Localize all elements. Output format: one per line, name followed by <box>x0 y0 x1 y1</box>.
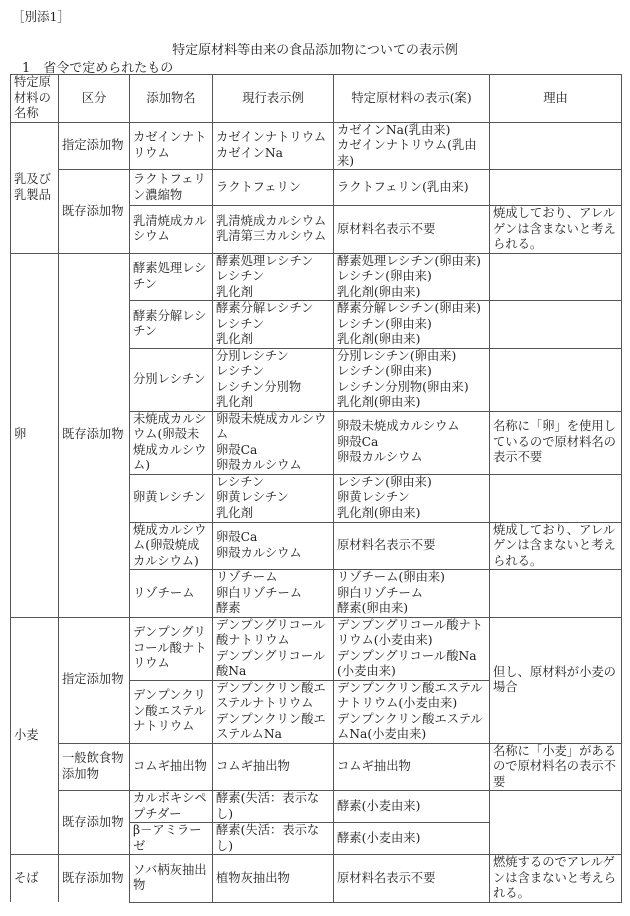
reason-cell: 焼成しており、アレルゲンは含まないと考えられる。 <box>490 206 622 254</box>
allergen-name-cell: 卵 <box>11 253 59 617</box>
current-label-cell <box>213 743 334 791</box>
cell-line: 卵殻Ca <box>216 442 258 457</box>
header-current-label: 現行表示例 <box>213 75 334 123</box>
category-cell: 既存添加物 <box>59 855 130 903</box>
cell-line: 乳化剤 <box>216 505 253 520</box>
table-row <box>11 791 622 823</box>
document-title: 特定原材料等由来の食品添加物についての表示例 <box>172 43 458 58</box>
allergen-name-cell: そば <box>11 855 59 903</box>
current-label-cell <box>213 791 334 823</box>
additive-name-cell: デンプングリコール酸ナトリウム <box>130 617 213 680</box>
header-additive: 添加物名 <box>130 75 213 123</box>
cell-line: 酵素(失活：表示なし) <box>216 791 320 821</box>
cell-line: カゼインナトリウム(乳由来) <box>337 138 477 168</box>
cell-line: 酵素(小麦由来) <box>337 798 421 813</box>
current-label-cell <box>213 823 334 855</box>
cell-line: 酵素分解レシチン(卵由来) <box>337 301 481 315</box>
current-label-cell <box>213 170 334 206</box>
proposed-label-cell <box>334 617 490 680</box>
cell-line: 酵素(卵由来) <box>337 601 409 615</box>
cell-line: 植物灰抽出物 <box>216 870 290 885</box>
section-heading: 1 省令で定められたもの <box>22 61 174 76</box>
proposed-label-cell <box>334 791 490 823</box>
reason-cell <box>490 170 622 206</box>
category-cell: 既存添加物 <box>59 253 130 617</box>
reason-cell: 焼成しており、アレルゲンは含まないと考えられる。 <box>490 522 622 570</box>
cell-line: 酵素処理レシチン(卵由来) <box>337 253 481 268</box>
cell-line: 酵素 <box>216 601 241 615</box>
cell-line: デンプングリコール酸ナトリウム(小麦由来) <box>337 617 484 647</box>
cell-line: レシチン <box>216 474 265 489</box>
additive-name-cell: リゾチーム <box>130 570 213 618</box>
cell-line: 乳化剤(卵由来) <box>337 395 421 409</box>
cell-line: 原材料名表示不要 <box>337 221 436 236</box>
reason-cell <box>490 253 622 301</box>
cell-line: レシチン <box>216 269 265 283</box>
cell-line: デンプングリコール酸ナトリウム <box>216 617 326 647</box>
current-label-cell <box>213 617 334 680</box>
cell-line: 原材料名表示不要 <box>337 538 436 552</box>
header-row <box>11 75 622 123</box>
cell-line: レシチン <box>216 316 265 331</box>
additive-name-cell: カルボキシペプチダー <box>130 791 213 823</box>
additive-name-cell: カゼインナトリウム <box>130 122 213 170</box>
proposed-label-cell <box>334 206 490 254</box>
cell-line: 乳清焼成カルシウム <box>216 213 327 228</box>
additive-name-cell: 未焼成カルシウム(卵殻未焼成カルシウム) <box>130 411 213 474</box>
header-proposed-label: 特定原材料の表示(案) <box>334 75 490 123</box>
proposed-label-cell <box>334 301 490 349</box>
annex-label: ［別添1］ <box>12 9 70 24</box>
additive-name-cell: 分別レシチン <box>130 348 213 411</box>
proposed-label-cell <box>334 823 490 855</box>
cell-line: カゼインナトリウム <box>216 130 327 145</box>
cell-line: デンプンクリン酸エステルナトリウム(小麦由来) <box>337 680 483 710</box>
proposed-label-cell <box>334 680 490 743</box>
cell-line: 卵白リゾチーム <box>337 585 424 600</box>
proposed-label-cell <box>334 411 490 474</box>
proposed-label-cell <box>334 743 490 791</box>
cell-line: デンプングリコール酸Na(小麦由来) <box>337 648 477 678</box>
table-row <box>11 617 622 680</box>
table-row <box>11 253 622 301</box>
cell-line: 酵素分解レシチン <box>216 301 314 315</box>
cell-line: 酵素(失活：表示なし) <box>216 823 320 853</box>
cell-line: 分別レシチン(卵由来) <box>337 348 457 363</box>
cell-line: 卵黄レシチン <box>337 490 410 505</box>
cell-line: 乳化剤(卵由来) <box>337 284 421 299</box>
cell-line: 卵殻カルシウム <box>216 545 302 560</box>
cell-line: レシチン(卵由来) <box>337 474 432 489</box>
cell-line: レシチン(卵由来) <box>337 316 432 331</box>
current-label-cell <box>213 253 334 301</box>
additive-name-cell: 卵黄レシチン <box>130 474 213 522</box>
reason-cell: 名称に「小麦」があるので原材料名の表示不要 <box>490 743 622 791</box>
cell-line: 卵黄レシチン <box>216 490 289 505</box>
cell-line: 原材料名表示不要 <box>337 870 436 885</box>
reason-cell: 燃焼するのでアレルゲンは含まないと考えられる。 <box>490 855 622 903</box>
cell-line: 卵殻カルシウム <box>216 458 302 472</box>
current-label-cell <box>213 206 334 254</box>
table-row <box>11 170 622 206</box>
category-cell: 一般飲食物添加物 <box>59 743 130 791</box>
reason-cell <box>490 348 622 411</box>
current-label-cell <box>213 411 334 474</box>
proposed-label-cell <box>334 348 490 411</box>
current-label-cell <box>213 122 334 170</box>
cell-line: カゼインNa(乳由来) <box>337 122 451 137</box>
cell-line: 酵素処理レシチン <box>216 253 314 268</box>
proposed-label-cell <box>334 170 490 206</box>
additive-name-cell: ラクトフェリン濃縮物 <box>130 170 213 206</box>
cell-line: 卵殻Ca <box>216 530 258 545</box>
additive-name-cell: 酵素処理レシチン <box>130 253 213 301</box>
cell-line: レシチン(卵由来) <box>337 364 432 378</box>
cell-line: 乳化剤 <box>216 395 253 409</box>
table-row <box>11 855 622 903</box>
cell-line: 卵殻Ca <box>337 434 379 449</box>
table-row <box>11 743 622 791</box>
cell-line: 卵白リゾチーム <box>216 585 303 600</box>
current-label-cell <box>213 570 334 618</box>
cell-line: 酵素(小麦由来) <box>337 830 421 845</box>
additive-name-cell: コムギ抽出物 <box>130 743 213 791</box>
category-cell: 指定添加物 <box>59 617 130 743</box>
cell-line: デンプンクリン酸エステルムNa <box>216 711 326 741</box>
cell-line: 乳清第三カルシウム <box>216 229 327 244</box>
additive-name-cell: 酵素分解レシチン <box>130 301 213 349</box>
cell-line: リゾチーム(卵由来) <box>337 570 445 584</box>
current-label-cell <box>213 855 334 903</box>
category-cell: 指定添加物 <box>59 122 130 170</box>
cell-line: レシチン分別物 <box>216 379 302 394</box>
current-label-cell <box>213 301 334 349</box>
current-label-cell <box>213 522 334 570</box>
cell-line: デンプンクリン酸エステルナトリウム <box>216 680 326 710</box>
cell-line: 乳化剤 <box>216 284 253 299</box>
additive-name-cell: デンプンクリン酸エステルナトリウム <box>130 680 213 743</box>
cell-line: 乳化剤(卵由来) <box>337 332 421 346</box>
cell-line: コムギ抽出物 <box>337 759 411 773</box>
header-category: 区分 <box>59 75 130 123</box>
cell-line: 乳化剤 <box>216 332 253 346</box>
header-reason: 理由 <box>490 75 622 123</box>
current-label-cell <box>213 348 334 411</box>
cell-line: カゼインNa <box>216 145 283 160</box>
proposed-label-cell <box>334 522 490 570</box>
additive-name-cell: 乳清焼成カルシウム <box>130 206 213 254</box>
cell-line: 卵殻カルシウム <box>337 450 423 465</box>
cell-line: リゾチーム <box>216 570 278 584</box>
cell-line: デンプンクリン酸エステルムNa(小麦由来) <box>337 711 483 741</box>
additive-name-cell: ソバ柄灰抽出物 <box>130 855 213 903</box>
reason-cell <box>490 570 622 618</box>
table-row <box>11 122 622 170</box>
cell-line: 卵殻未焼成カルシウム <box>216 411 327 441</box>
cell-line: レシチン <box>216 364 265 378</box>
reason-cell <box>490 474 622 522</box>
current-label-cell <box>213 680 334 743</box>
reason-cell <box>490 122 622 170</box>
category-cell: 既存添加物 <box>59 791 130 855</box>
additive-name-cell: 焼成カルシウム(卵殻焼成カルシウム) <box>130 522 213 570</box>
current-label-cell <box>213 474 334 522</box>
reason-cell: 但し、原材料が小麦の場合 <box>490 617 622 743</box>
cell-line: 乳化剤(卵由来) <box>337 505 421 520</box>
reason-cell <box>490 301 622 349</box>
cell-line: レシチン(卵由来) <box>337 269 432 283</box>
cell-line: 分別レシチン <box>216 348 289 363</box>
additive-name-cell: β－アミラーゼ <box>130 823 213 855</box>
cell-line: デンプングリコール酸Na <box>216 648 326 678</box>
allergen-name-cell: 乳及び乳製品 <box>11 122 59 253</box>
proposed-label-cell <box>334 253 490 301</box>
cell-line: ラクトフェリン <box>216 179 302 194</box>
additive-labeling-table <box>10 74 622 903</box>
category-cell: 既存添加物 <box>59 170 130 254</box>
cell-line: コムギ抽出物 <box>216 759 290 773</box>
cell-line: 卵殻未焼成カルシウム <box>337 419 460 434</box>
proposed-label-cell <box>334 570 490 618</box>
allergen-name-cell: 小麦 <box>11 617 59 855</box>
proposed-label-cell <box>334 474 490 522</box>
proposed-label-cell <box>334 855 490 903</box>
header-allergen: 特定原材料の名称 <box>11 75 59 123</box>
cell-line: ラクトフェリン(乳由来) <box>337 179 469 194</box>
reason-cell: 名称に「卵」を使用しているので原材料名の表示不要 <box>490 411 622 474</box>
cell-line: レシチン分別物(卵由来) <box>337 379 469 394</box>
reason-cell <box>490 791 622 855</box>
proposed-label-cell <box>334 122 490 170</box>
